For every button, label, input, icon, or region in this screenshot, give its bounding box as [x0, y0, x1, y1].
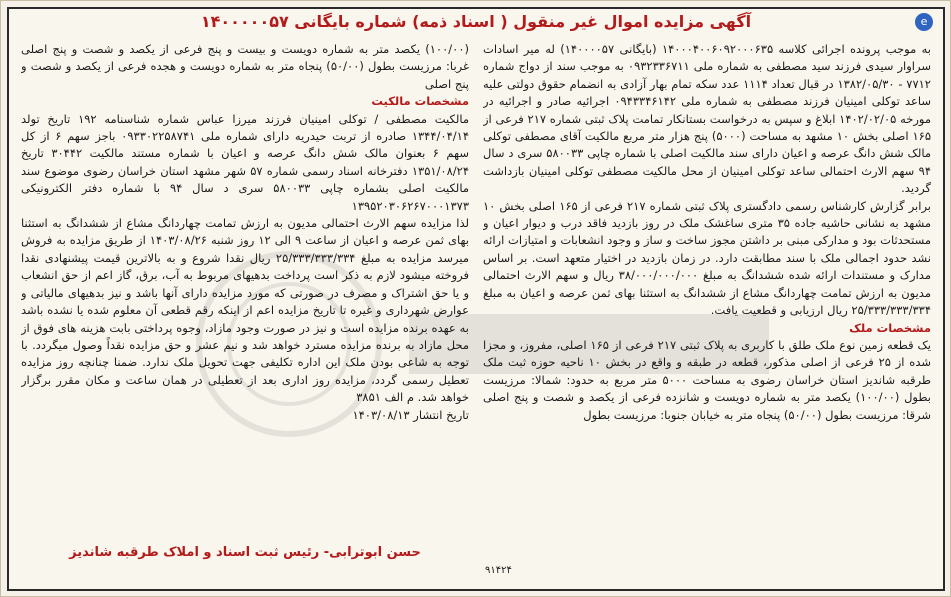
notice-body [21, 41, 931, 581]
ownership-heading: مشخصات مالکیت [371, 94, 469, 109]
notice-title: آگهی مزایده اموال غیر منقول ( اسناد ذمه) شماره بایگانی ۱۴۰۰۰۰۰۵۷ [200, 12, 752, 31]
auction-paragraph: لذا مزایده سهم الارث احتمالی مدیون به ارزش تمامت چهاردانگ مشاع از ششدانگ به استثنا بهای ثمن عرصه و اعیان از ساعت ۹ الی ۱۲ روز شنبه ۱۴۰۳/۰۸/۲۶ از طریق مزایده به فروش میرسد مزایده به مبلغ ۲۵/۳۳۳/۳۳۳/۳۳۴ ریال نقدا شروع و به بالاترین قیمت پیشنهادی نقدا فروخته میشود لازم به ذکر است پرداخت بدهیهای مربوط به آب، برق، گاز اعم از حق انشعاب و یا حق اشتراک و مصرف در صورتی که مورد مزایده دارای آنها باشد و نیز بدهیهای مالیاتی و عوارض شهرداری و غیره تا تاریخ مزایده اعم از اینکه رقم قطعی آن معلوم شده یا نشده باشد به عهده برنده مزایده است و نیز در صورت وجود مازاد، وجوه پرداختی بابت هزینه های فوق از محل مازاد به برنده مزایده مسترد خواهد شد و نیم عشر و حق مزایده نقداً وصول میگردد. با توجه به شاعی بودن ملک این اداره تکلیفی جهت تحویل ملک ندارد. ضمنا چنانچه روز مزایده تعطیل رسمی گردد، مزایده روز اداری بعد از تعطیلی در همان ساعت و مکان مقرر برگزار خواهد شد. م الف ۳۸۵۱ [21, 216, 469, 405]
reference-code: ۹۱۴۲۴ [485, 564, 512, 576]
auction-notice [7, 7, 945, 591]
expert-report-paragraph: برابر گزارش کارشناس رسمی دادگستری پلاک ثبتی شماره ۲۱۷ فرعی از ۱۶۵ اصلی بخش ۱۰ مشهد به نشانی حاشیه جاده ۳۵ متری ساغشک ملک در روز بازدید فاقد درب و دیوار اعیان و مستحدثات بود و مدارکی مبنی بر داشتن مجوز ساخت و ساز و وجود انشعابات و امتیازات ارائه نشد حدود اجمالی ملک با سند مطابقت دارد. در زمان بازدید در اختیار متعهد است. بر اساس مدارک و مستندات ارائه شده ششدانگ به مبلغ ۳۸/۰۰۰/۰۰۰/۰۰۰ ریال و سهم الارث احتمالی مدیون به ارزش تمامت چهاردانگ مشاع از ششدانگ به استثنا بهای ثمن عرصه و اعیان به مبلغ ۲۵/۳۳۳/۳۳۳/۳۳۴ ریال ارزیابی و قطعیت یافت. [483, 198, 931, 318]
left-column [21, 41, 469, 581]
property-paragraph: یک قطعه زمین نوع ملک طلق با کاربری به پلاک ثبتی ۲۱۷ فرعی از ۱۶۵ اصلی، مفروز، و مجزا شده از ۲۵ فرعی از اصلی مذکور، قطعه در طبقه و واقع در بخش ۱۰ ناحیه حوزه ثبت ملک طرقبه شاندیز استان خراسان رضوی به مساحت ۵۰۰۰ متر مربع به حدود: شمالا: مرزیست بطول (۱۰۰/۰۰) یکصد متر به شماره دویست و شانزده فرعی از یکصد و شصت و پنج اصلی شرقا: مرزیست بطول (۵۰/۰۰) پنجاه متر به خیابان جنوبا: مرزیست بطول [483, 337, 931, 422]
property-heading: مشخصات ملک [849, 320, 931, 335]
publication-date: تاریخ انتشار ۱۴۰۳/۰۸/۱۳ [352, 407, 469, 422]
intro-paragraph: به موجب پرونده اجرائی کلاسه ۱۴۰۰۰۴۰۰۶۰۹۲۰۰۰۶۳۵ (بایگانی ۱۴۰۰۰۰۵۷) له میر اسادات سراوار سیدی فرزند سید مصطفی به شماره ملی ۰۹۳۲۳۳۶۷۱۱ به موجب سند از دواج شماره ۷۷۱۲ - ۱۳۸۲/۰۵/۳۰ در قبال تعداد ۱۱۱۴ عدد سکه تمام بهار آزادی به انضمام حقوق دولتی علیه ساعد توکلی امینیان فرزند مصطفی به شماره ملی ۰۹۴۳۳۴۶۱۴۲ اجرائیه صادر و اجرائیه در مورخه ۱۴۰۲/۰۲/۰۵ ابلاغ و سپس به درخواست بستانکار تمامت پلاک ثبتی شماره ۲۱۷ فرعی از ۱۶۵ اصلی بخش ۱۰ مشهد به مساحت (۵۰۰۰) پنج هزار متر مربع مالکیت آقای مصطفی توکلی مالک شش دانگ عرصه و اعیان دارای سند مالکیت اصلی با شماره چاپی ۵۸۰۰۳۳ سری د سال ۹۴ سهم الارث احتمالی ساعد توکلی امینیان از محل مالکیت مصطفی توکلی امینیان بازداشت گردید. [483, 42, 931, 196]
ownership-paragraph: مالکیت مصطفی / توکلی امینیان فرزند میرزا عباس شماره شناسنامه ۱۹۲ تاریخ تولد ۱۳۴۴/۰۴/۱۴ صادره از تربت حیدریه دارای شماره ملی ۰۹۳۳۰۲۲۵۸۷۴۱ باجز سهم ۶ از کل سهم ۶ بعنوان مالک شش دانگ عرصه و اعیان با شماره مستند مالکیت ۳۰۴۴۲ تاریخ ۱۳۵۱/۰۸/۲۴ دفترخانه اسناد رسمی شماره ۵۷ شهر مشهد استان خراسان رضوی موضوع سند مالکیت اصلی بشماره چاپی ۵۸۰۰۳۳ سری د سال ۹۴ با شماره دفتر الکترونیکی ۱۳۹۵۲۰۳۰۶۲۶۷۰۰۰۱۳۷۳ [21, 111, 469, 213]
info-icon: e [915, 13, 933, 31]
bounds-paragraph: (۱۰۰/۰۰) یکصد متر به شماره دویست و بیست و پنج فرعی از یکصد و شصت و پنج اصلی غربا: مرزیست بطول (۵۰/۰۰) پنجاه متر به شماره دویست و هجده فرعی از یکصد و شصت و پنج اصلی [21, 42, 469, 91]
right-column [483, 41, 931, 581]
signature-line: حسن ابوترابی- رئیس ثبت اسناد و املاک طرقبه شاندیز [69, 544, 421, 560]
